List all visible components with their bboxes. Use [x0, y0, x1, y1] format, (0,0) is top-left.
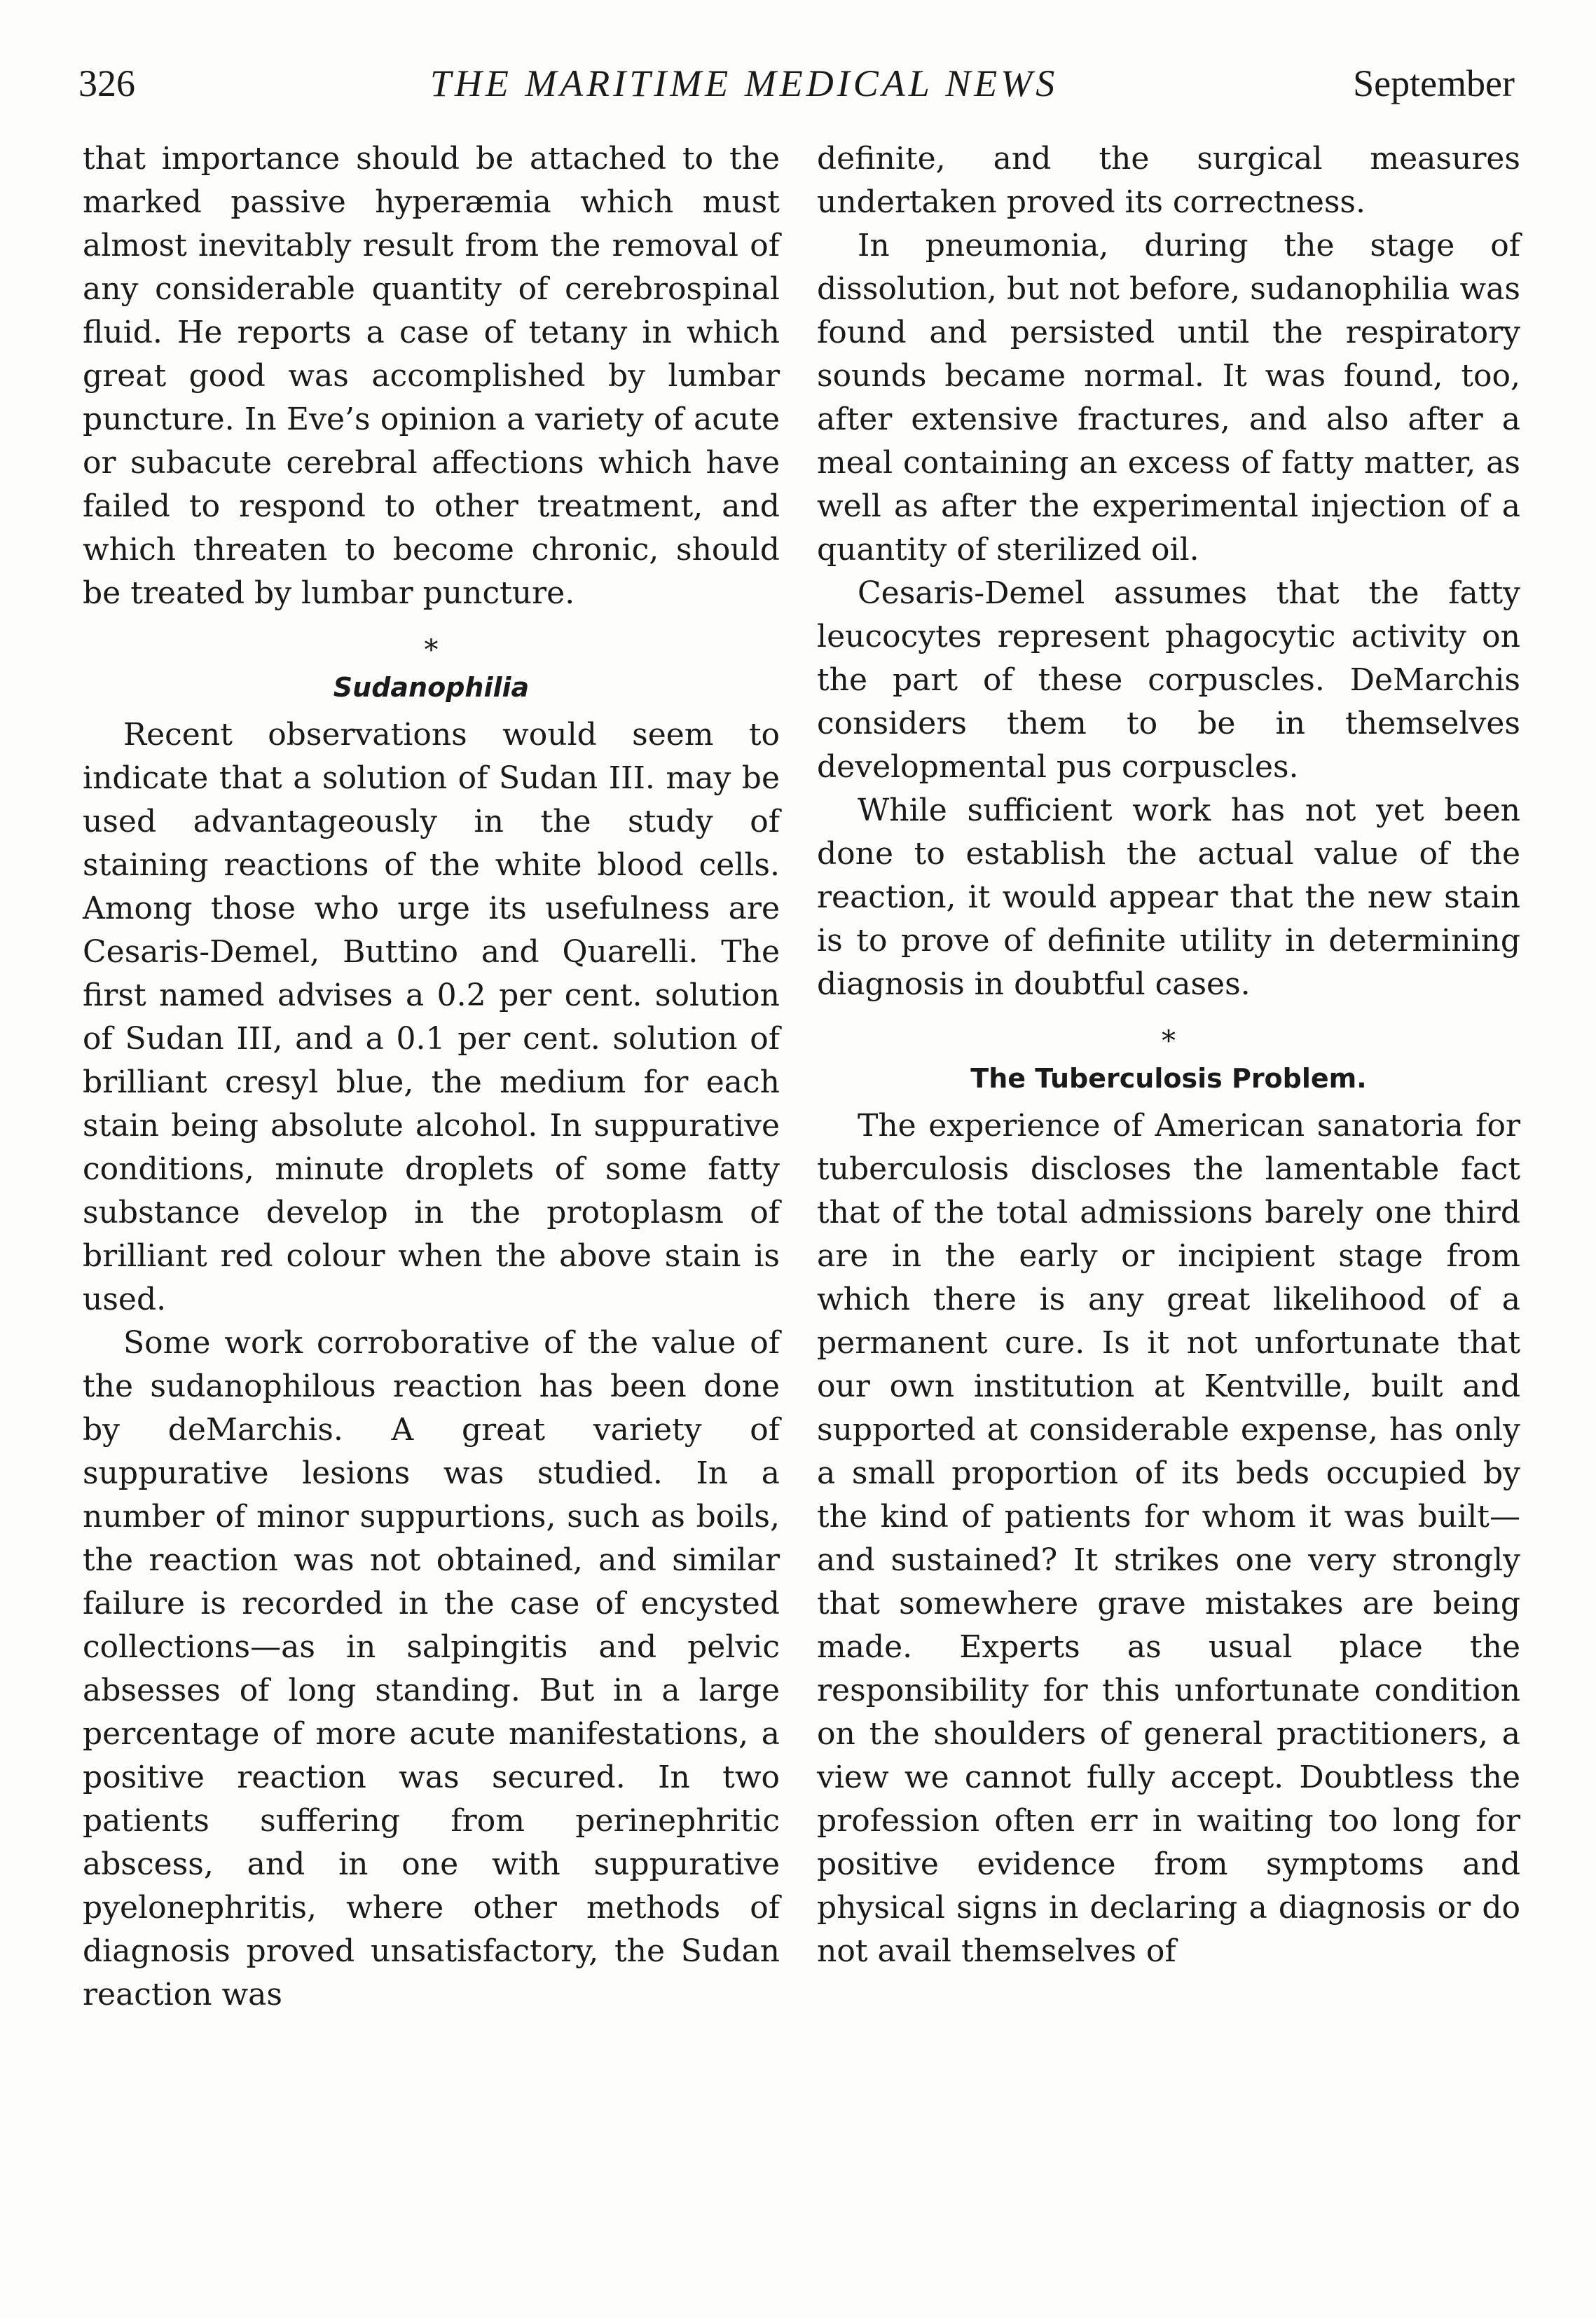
journal-title: THE MARITIME MEDICAL NEWS — [429, 62, 1059, 104]
section-separator-asterisk: * — [1162, 1025, 1176, 1057]
right-paragraph-1: definite, and the surgical measures undertaken proved its correctness. — [817, 141, 1520, 220]
left-paragraph-1: that importance should be attached to the marked passive hyperæmia which must almost inevitably result from the removal of any considerable quantity of cerebrospinal fluid. He reports a case of tetany in which great good was accomplished by lumbar puncture. In Eve’s opinion a variety of acute or subacute cerebral affections which have failed to respond to other treatment, and which threaten to become chronic, should be treated by lumbar puncture. — [83, 141, 780, 611]
right-paragraph-2: In pneumonia, during the stage of dissolution, but not before, sudanophilia was found and persisted until the respiratory sounds became normal. It was found, too, after extensive fractures, and also after a meal containing an excess of fatty matter, as well as after the experimental injection of a quantity of sterilized oil. — [817, 228, 1520, 568]
left-paragraph-3: Some work corroborative of the value of the sudanophilous reaction has been done by deMarchis. A great variety of suppurative lesions was studied. In a number of minor suppurtions, such as boils, the reaction was not obtained, and similar failure is recorded in the case of encysted collections—as in salpingitis and pelvic absesses of long standing. But in a large percentage of more acute manifestations, a positive reaction was secured. In two patients suffering from perinephritic abscess, and in one with suppurative pyelonephritis, where other methods of diagnosis proved unsatisfactory, the Sudan reaction was — [83, 1325, 780, 2012]
right-paragraph-4: While sufficient work has not yet been done to establish the actual value of the reaction, it would appear that the new stain is to prove of definite utility in determining diagnosis in doubtful cases. — [817, 793, 1520, 1002]
left-paragraph-2: Recent observations would seem to indicate that a solution of Sudan III. may be used advantageously in the study of staining reactions of the white blood cells. Among those who urge its usefulness are Cesaris-Demel, Buttino and Quarelli. The first named advises a 0.2 per cent. solution of Sudan III, and a 0.1 per cent. solution of brilliant cresyl blue, the medium for each stain being absolute alcohol. In suppurative conditions, minute droplets of some fatty substance develop in the protoplasm of brilliant red colour when the above stain is used. — [83, 717, 780, 1317]
right-paragraph-3: Cesaris-Demel assumes that the fatty leucocytes represent phagocytic activity on the part of these corpuscles. DeMarchis considers them to be in themselves developmental pus corpuscles. — [817, 575, 1520, 785]
right-paragraph-5: The experience of American sanatoria for tuberculosis discloses the lamentable fact that of the total admissions barely one third are in the early or incipient stage from which there is any great likelihood of a permanent cure. Is it not unfortunate that our own institution at Kentville, built and supported at considerable expense, has only a small proportion of its beds occupied by the kind of patients for whom it was built—and sustained? It strikes one very strongly that somewhere grave mistakes are being made. Experts as usual place the responsibility for this unfortunate condition on the shoulders of general practitioners, a view we cannot fully accept. Doubtless the profession often err in waiting too long for positive evidence from symptoms and physical signs in declaring a diagnosis or do not avail themselves of — [817, 1108, 1520, 1969]
section-heading-sudanophilia: Sudanophilia — [333, 672, 530, 703]
page-number: 326 — [78, 62, 135, 104]
right-column — [817, 137, 1520, 1973]
section-heading-tuberculosis-problem: The Tuberculosis Problem. — [970, 1063, 1367, 1094]
issue-month: September — [1353, 62, 1515, 104]
left-column — [83, 137, 780, 2017]
page-header — [78, 62, 1515, 112]
section-separator-asterisk: * — [424, 634, 439, 666]
